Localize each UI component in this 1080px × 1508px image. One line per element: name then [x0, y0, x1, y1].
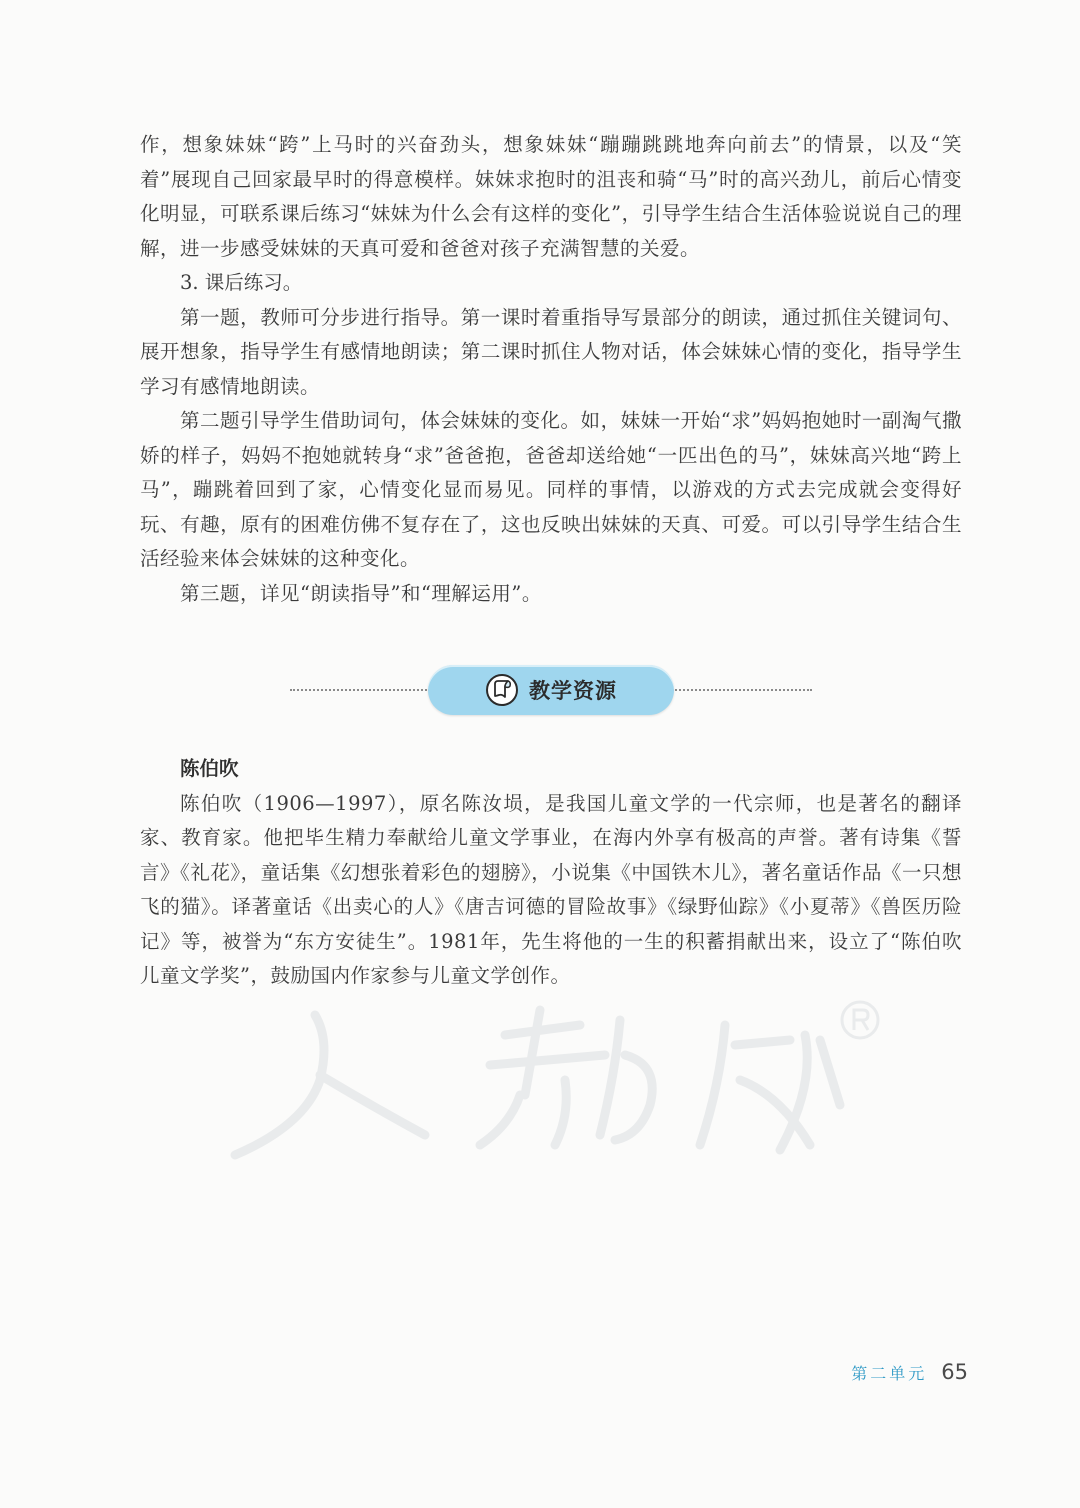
page-number: 65	[941, 1360, 968, 1384]
main-text	[140, 128, 962, 611]
paragraph-continuation: 作，想象妹妹“跨”上马时的兴奋劲头，想象妹妹“蹦蹦跳跳地奔向前去”的情景，以及“笑着”展现自己回家最早时的得意模样。妹妹求抱时的沮丧和骑“马”时的高兴劲儿，前后心情变化明显，可联系课后练习“妹妹为什么会有这样的变化”，引导学生结合生活体验说说自己的理解，进一步感受妹妹的天真可爱和爸爸对孩子充满智慧的关爱。	[140, 133, 962, 260]
page-footer	[851, 1360, 968, 1384]
page-curl-icon	[485, 673, 519, 707]
teaching-resources-divider	[290, 665, 812, 715]
dotted-rule-right	[672, 689, 812, 691]
teaching-resources-label: 教学资源	[529, 679, 617, 703]
unit-label: 第二单元	[851, 1364, 928, 1383]
resource-section	[140, 752, 962, 994]
paragraph-question-1: 第一题，教师可分步进行指导。第一课时着重指导写景部分的朗读，通过抓住关键词句、展开想象，指导学生有感情地朗读；第二课时抓住人物对话，体会妹妹心情的变化，指导学生学习有感情地朗读。	[140, 305, 962, 398]
paragraph-question-2: 第二题引导学生借助词句，体会妹妹的变化。如，妹妹一开始“求”妈妈抱她时一副淘气撒娇的样子，妈妈不抱她就转身“求”爸爸抱，爸爸却送给她“一匹出色的马”，妹妹高兴地“跨上马”，蹦跳着回到了家，心情变化显而易见。同样的事情，以游戏的方式去完成就会变得好玩、有趣，原有的困难仿佛不复存在了，这也反映出妹妹的天真、可爱。可以引导学生结合生活经验来体会妹妹的这种变化。	[140, 409, 962, 570]
resource-paragraph: 陈伯吹（1906—1997），原名陈汝埙，是我国儿童文学的一代宗师，也是著名的翻译家、教育家。他把毕生精力奉献给儿童文学事业，在海内外享有极高的声誉。著有诗集《誓言》《礼花》，童话集《幻想张着彩色的翅膀》，小说集《中国铁木儿》，著名童话作品《一只想飞的猫》。译著童话《出卖心的人》《唐吉诃德的冒险故事》《绿野仙踪》《小夏蒂》《兽医历险记》等，被誉为“东方安徒生”。1981年，先生将他的一生的积蓄捐献出来，设立了“陈伯吹儿童文学奖”，鼓励国内作家参与儿童文学创作。	[140, 791, 962, 987]
resource-heading: 陈伯吹	[180, 757, 239, 780]
dotted-rule-left	[290, 689, 430, 691]
paragraph-question-3: 第三题，详见“朗读指导”和“理解运用”。	[180, 581, 542, 605]
section-heading-exercises: 3. 课后练习。	[180, 271, 303, 294]
teaching-resources-badge	[428, 665, 674, 715]
publisher-watermark	[220, 985, 890, 1160]
